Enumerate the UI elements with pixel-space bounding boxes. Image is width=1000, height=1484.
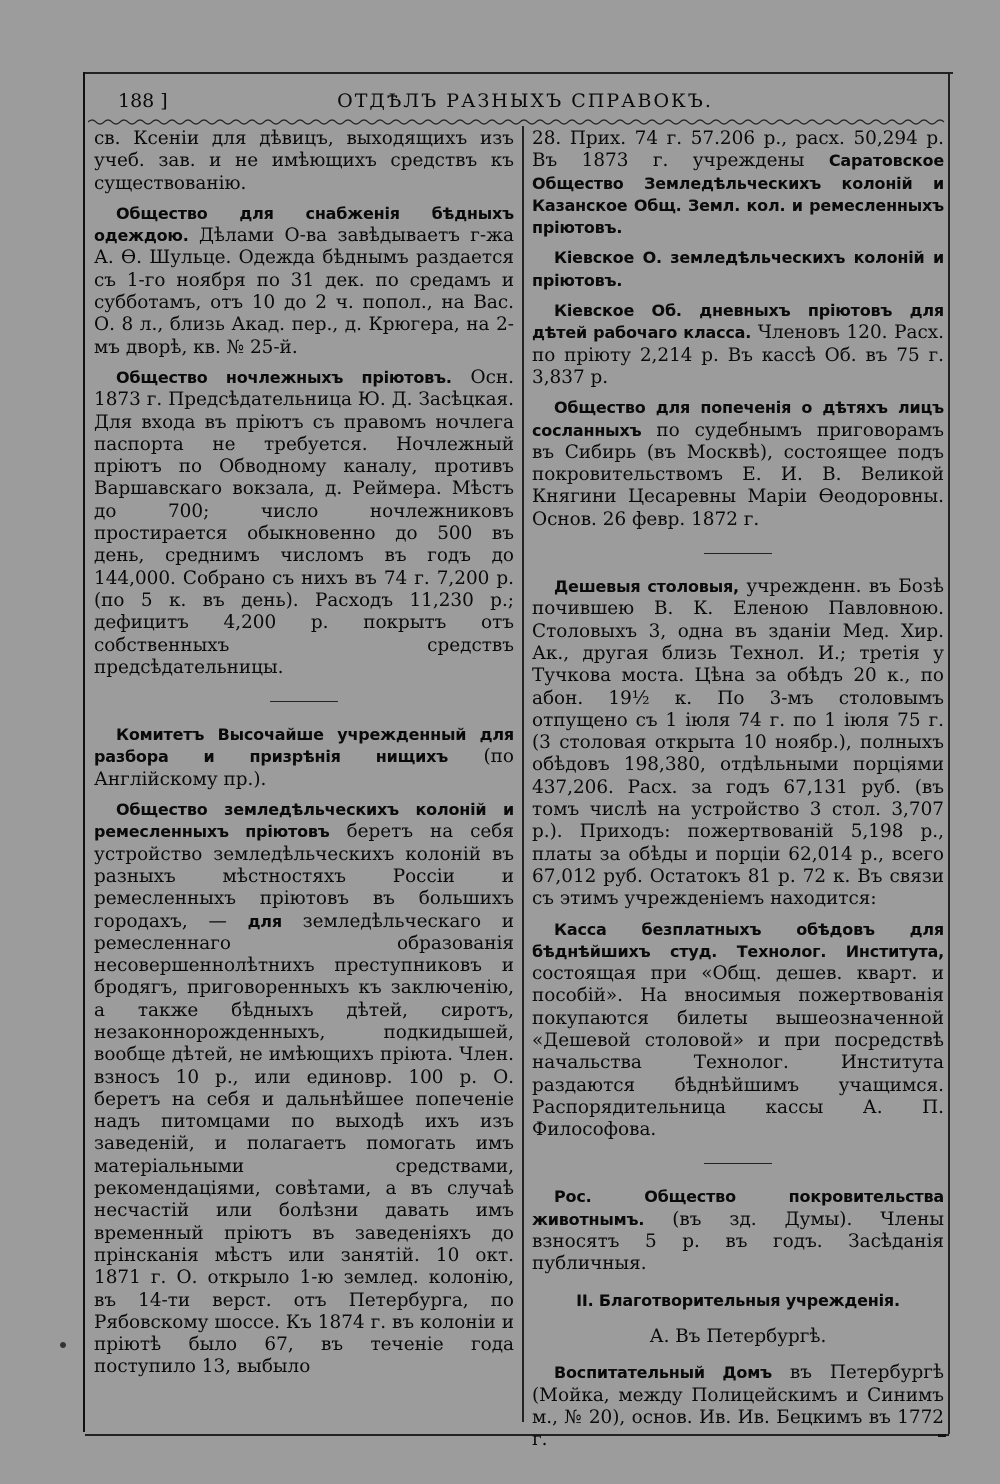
entry-title: Воспитательный Домъ	[554, 1363, 772, 1383]
entry-text: (по Англійскому пр.).	[94, 746, 514, 790]
paragraph	[94, 799, 514, 1379]
page-header	[110, 88, 940, 118]
entry-text: Членовъ 120. Расх. по пріюту 2,214 р. Въ кассѣ Об. въ 75 г. 3,837 р.	[532, 322, 944, 388]
entry-title: Кіевское Об. дневныхъ пріютовъ для дѣтей рабочаго класса.	[532, 301, 944, 343]
separator-rule	[704, 1163, 772, 1164]
separator-rule	[270, 701, 338, 702]
paragraph: св. Ксеніи для дѣвицъ, выходящихъ изъ учеб. зав. и не имѣющихъ средствъ къ существованію.	[94, 128, 514, 194]
paragraph	[532, 1186, 944, 1275]
entry-title: Общество для снабженія бѣдныхъ одеждою.	[94, 203, 514, 246]
page-number: 188 ]	[118, 90, 168, 112]
entry-title: Комитетъ Высочайше учрежденный для разбора и призрѣнія нищихъ	[94, 725, 514, 767]
margin-mark	[938, 1434, 946, 1437]
entry-bold-word: для	[247, 911, 282, 931]
entry-text: Осн. 1873 г. Предсѣдательница Ю. Д. Засѣцкая. Для входа въ пріютъ съ правомъ ночлега паспорта не требуется. Ночлежный пріютъ по Обводному каналу, противъ Варшавскаго вокзала, д. Реймера. Мѣстъ до 700; число ночлежниковъ простирается обыкновенно до 500 въ день, среднимъ числомъ въ годъ до 144,000. Собрано съ нихъ въ 74 г. 7,200 р. (по 5 к. въ день). Расходъ 11,230 р.; дефицитъ 4,200 р. покрытъ отъ собственныхъ средствъ предсѣдательницы.	[94, 366, 514, 678]
entry-title: Общество ночлежныхъ пріютовъ.	[116, 367, 452, 387]
margin-mark	[60, 1342, 66, 1348]
paragraph	[94, 367, 514, 679]
entry-text: беретъ на себя устройство земледѣльческихъ колоній въ разныхъ мѣстностяхъ Россіи и ремесленныхъ пріютовъ въ большихъ городахъ, —	[94, 821, 514, 932]
paragraph	[532, 128, 944, 239]
right-column	[532, 128, 944, 1451]
entry-title: Общество земледѣльческихъ колоній и ремесленныхъ пріютовъ	[94, 800, 514, 842]
wavy-header-rule	[88, 118, 948, 126]
paragraph	[532, 1362, 944, 1451]
paragraph	[94, 724, 514, 791]
entry-text: земледѣльческаго и ремесленнаго образованія несовершеннолѣтнихъ преступниковъ и бродягъ, приговоренныхъ къ заключенію, а также бѣдныхъ дѣтей, сиротъ, незаконнорожденныхъ, подкидышей, вообще дѣтей, не имѣющихъ пріюта. Член. взносъ 10 р., или единовр. 100 р. О. беретъ на себя и дальнѣйшее попеченіе надъ питомцами по выходѣ ихъ изъ заведеній, и полагаетъ помогать имъ матеріальными средствами, рекомендаціями, совѣтами, а въ случаѣ несчастій или болѣзни давать имъ временный пріютъ въ заведеніяхъ до прінсканія мѣстъ или занятій. 10 окт. 1871 г. О. открыло 1-ю землед. колонію, въ 14-ти верст. отъ Петербурга, по Рябовскому шоссе. Къ 1874 г. въ колоніи и пріютѣ было 67, въ теченіе года поступило 13, выбыло	[94, 910, 514, 1378]
entry-title: Общество для попеченія о дѣтяхъ лицъ сосланныхъ	[532, 398, 944, 440]
frame-top-rule	[83, 72, 953, 74]
column-divider	[522, 126, 524, 1422]
left-column	[94, 128, 514, 1379]
entry-title: Кіевское О. земледѣльческихъ колоній и пріютовъ.	[532, 248, 944, 290]
frame-left-rule	[83, 72, 85, 1432]
entry-title: Саратовское Общество Земледѣльческихъ колоній и Казанское Общ. Земл. кол. и ремесленныхъ пріютовъ.	[532, 151, 944, 238]
entry-text: по судебнымъ приговорамъ въ Сибирь (въ Москвѣ), состоящее подъ покровительствомъ Е. И. В. Великой Княгини Цесаревны Маріи Ѳеодоровны. Основ. 26 февр. 1872 г.	[532, 419, 944, 530]
entry-text: состоящая при «Общ. дешев. кварт. и пособій». На вносимыя пожертвованія покупаются билеты вышеозначенной «Дешевой столовой» и при посредствѣ начальства Технолог. Института раздаются бѣднѣйшимъ учащимся. Распорядительница кассы А. П. Философова.	[532, 963, 944, 1141]
paragraph	[532, 919, 944, 1142]
paragraph	[532, 300, 944, 389]
entry-title: Дешевыя столовыя,	[554, 577, 739, 597]
entry-title: Рос. Общество покровительства животнымъ.	[532, 1187, 944, 1229]
paragraph	[532, 247, 944, 292]
separator-rule	[704, 553, 772, 554]
frame-right-rule	[948, 72, 950, 1434]
paragraph	[532, 576, 944, 910]
entry-text: Дѣлами О-ва завѣдываетъ г-жа А. Ѳ. Шульце. Одежда бѣднымъ раздается съ 1-го ноября по 31 дек. по средамъ и субботамъ, отъ 10 до 2 ч. попол., на Вас. О. 8 л., близь Акад. пер., д. Крюгера, на 2-мъ дворѣ, кв. № 25-й.	[94, 225, 514, 358]
paragraph	[532, 397, 944, 531]
paragraph	[94, 203, 514, 359]
entry-text: (въ зд. Думы). Члены взносятъ 5 р. въ годъ. Засѣданія публичныя.	[532, 1208, 944, 1275]
section-heading: II. Благотворительныя учрежденія.	[576, 1290, 900, 1310]
entry-text: 28. Прих. 74 г. 57.206 р., расх. 50,294 р. Въ 1873 г. учреждены	[532, 128, 944, 172]
running-title: ОТДѢЛЪ РАЗНЫХЪ СПРАВОКЪ.	[337, 90, 713, 112]
entry-title: Касса безплатныхъ обѣдовъ для бѣднѣйшихъ студ. Технолог. Института,	[532, 919, 944, 961]
entry-text: учрежденн. въ Бозѣ почившею В. К. Еленою Павловною. Столовыхъ 3, одна въ зданіи Мед. Хир. Ак., другая близь Технол. И.; третія у Тучкова моста. Цѣна за обѣдъ 20 к., по абон. 19½ к. По 3-мъ столовымъ отпущено съ 1 іюля 74 г. по 1 іюля 75 г. (3 столовая открыта 10 ноябр.), полныхъ обѣдовъ 198,380, отдѣльными порціями 437,206. Расх. за годъ 67,131 руб. (въ томъ числѣ на устройство 3 стол. 3,707 р.). Приходъ: пожертвованій 5,198 р., платы за обѣды и порціи 62,014 р., всего 67,012 руб. Остатокъ 81 р. 72 к. Въ связи съ этимъ учрежденіемъ находится:	[532, 576, 944, 910]
entry-text: въ Петербургѣ (Мойка, между Полицейскимъ и Синимъ м., № 20), основ. Ив. Ив. Бецкимъ въ 1772 г.	[532, 1362, 944, 1451]
subsection-heading: А. Въ Петербургѣ.	[649, 1325, 827, 1347]
